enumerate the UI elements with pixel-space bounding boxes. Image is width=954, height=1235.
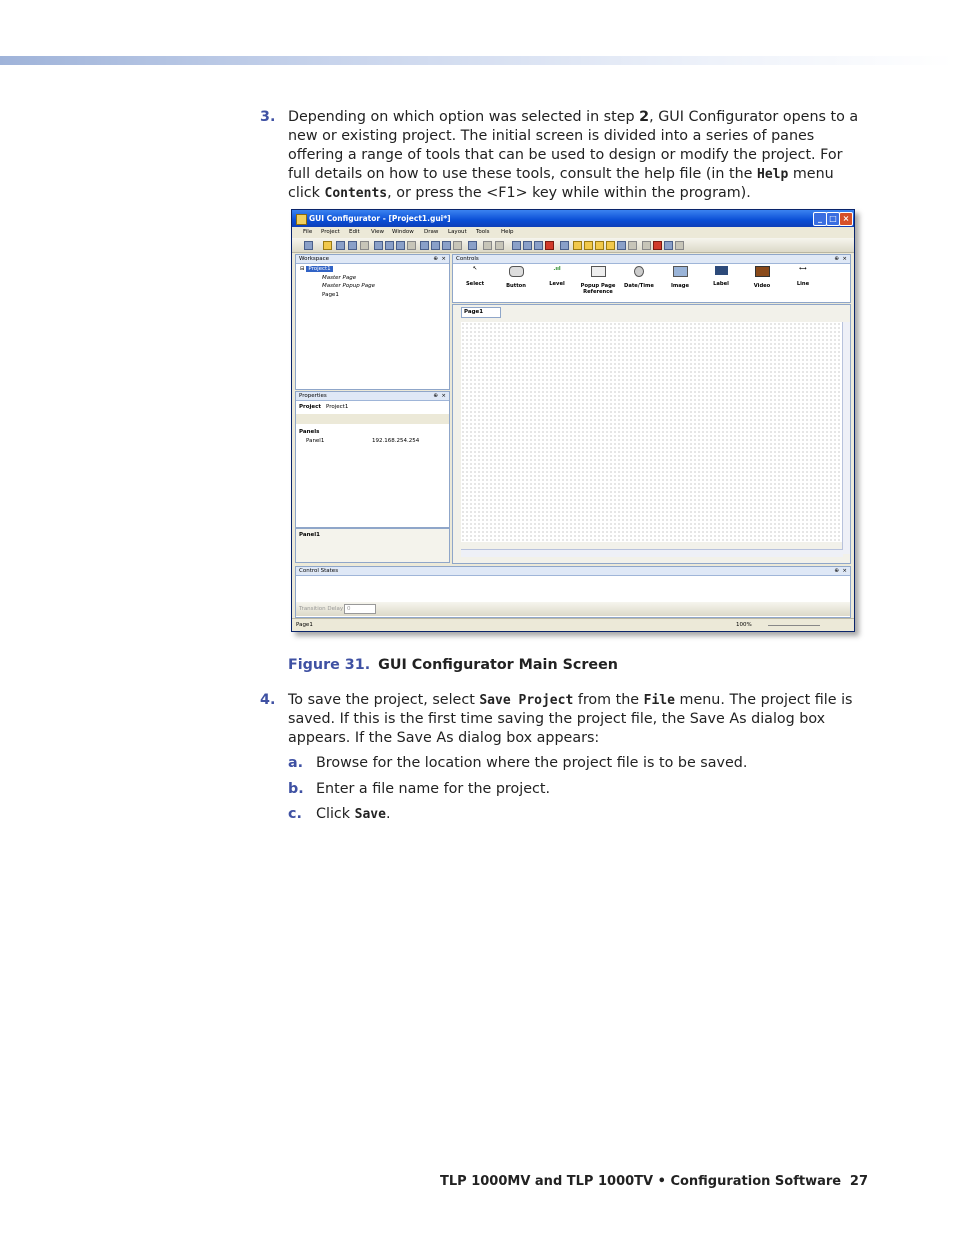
control-select[interactable]: ↖ Select xyxy=(465,266,485,287)
control-popup-page-reference[interactable]: Popup Page Reference xyxy=(578,266,618,295)
tree-root[interactable]: ⊟ Project1 xyxy=(300,266,331,272)
tree-item-master-popup-page[interactable]: Master Popup Page xyxy=(322,283,375,289)
control-line[interactable]: ⟷ Line xyxy=(796,266,810,287)
layout-3-icon[interactable] xyxy=(595,241,604,250)
transition-delay-label: Transition Delay xyxy=(299,606,344,612)
label-icon xyxy=(715,266,728,275)
image-icon xyxy=(673,266,688,277)
line-icon: ⟷ xyxy=(799,266,807,272)
pin-icon[interactable]: ⊕ xyxy=(433,393,438,399)
pdf-icon[interactable] xyxy=(653,241,662,250)
menu-view[interactable]: View xyxy=(371,229,385,235)
menu-project[interactable]: Project xyxy=(321,229,340,235)
menu-bar xyxy=(292,227,854,238)
grid-icon[interactable] xyxy=(420,241,429,250)
gui-configurator-screenshot xyxy=(291,209,855,632)
ungroup-icon[interactable] xyxy=(453,241,462,250)
layout-2-icon[interactable] xyxy=(584,241,593,250)
properties-row-panel1-name[interactable]: Panel1 xyxy=(306,438,325,444)
step-3 xyxy=(260,108,860,203)
group-icon[interactable] xyxy=(442,241,451,250)
tree-item-page1[interactable]: Page1 xyxy=(322,292,339,298)
menu-layout[interactable]: Layout xyxy=(448,229,467,235)
properties-toolbar xyxy=(296,414,449,424)
copy-icon[interactable] xyxy=(523,241,532,250)
align-left-icon[interactable] xyxy=(374,241,383,250)
properties-row-panel1-value[interactable]: 192.168.254.254 xyxy=(372,438,420,444)
step-4 xyxy=(260,691,860,748)
menu-window[interactable]: Window xyxy=(392,229,414,235)
status-bar xyxy=(292,618,854,632)
property-description-box: Panel1 xyxy=(295,528,450,563)
pin-icon[interactable]: ⊕ xyxy=(834,256,839,262)
level-icon: .ııl xyxy=(553,266,561,272)
snap-icon[interactable] xyxy=(431,241,440,250)
cut-icon[interactable] xyxy=(512,241,521,250)
page-canvas[interactable] xyxy=(461,322,843,542)
control-states-toolbar xyxy=(296,602,850,616)
pane-close-icon[interactable]: × xyxy=(842,568,847,574)
figure-label: Figure 31. xyxy=(288,657,371,673)
footer-text: TLP 1000MV and TLP 1000TV • Configuration Software xyxy=(440,1174,842,1189)
align-top-icon[interactable] xyxy=(407,241,416,250)
app-icon xyxy=(296,214,307,225)
new-icon[interactable] xyxy=(304,241,313,250)
window-icon[interactable] xyxy=(642,241,651,250)
tools-icon[interactable] xyxy=(468,241,477,250)
horizontal-scrollbar[interactable] xyxy=(461,549,843,557)
paste-icon[interactable] xyxy=(534,241,543,250)
controls-header: Controls ⊕ × xyxy=(453,255,850,264)
tab-page1[interactable]: Page1 xyxy=(461,307,501,318)
minimize-icon[interactable]: _ xyxy=(813,212,827,226)
menu-help[interactable]: Help xyxy=(501,229,514,235)
layout-1-icon[interactable] xyxy=(573,241,582,250)
control-label[interactable]: Label xyxy=(701,266,741,287)
workspace-pane xyxy=(295,254,450,390)
properties-object-label: Project xyxy=(299,404,322,410)
video-icon xyxy=(755,266,770,277)
help-menu-ref: Help xyxy=(757,167,789,182)
layout-5-icon[interactable] xyxy=(617,241,626,250)
substep-c: c. Click Save. xyxy=(288,806,391,822)
delete-icon[interactable] xyxy=(545,241,554,250)
step-number: 3. xyxy=(260,109,276,125)
pin-icon[interactable]: ⊕ xyxy=(834,568,839,574)
control-states-header: Control States ⊕ × xyxy=(296,567,850,576)
upload-icon[interactable] xyxy=(664,241,673,250)
window-titlebar xyxy=(292,210,854,227)
menu-edit[interactable]: Edit xyxy=(349,229,360,235)
pointer-icon: ↖ xyxy=(472,266,478,272)
status-page: Page1 xyxy=(296,622,313,628)
properties-row-panels[interactable]: Panels xyxy=(299,429,320,435)
undo-icon[interactable] xyxy=(483,241,492,250)
menu-file[interactable]: File xyxy=(303,229,313,235)
button-icon xyxy=(509,266,524,277)
file-menu-ref: File xyxy=(643,693,675,708)
control-level[interactable]: .ııl Level xyxy=(549,266,565,287)
clock-icon xyxy=(634,266,644,277)
toolbar xyxy=(292,238,854,253)
pane-close-icon[interactable]: × xyxy=(441,256,446,262)
layout-6-icon[interactable] xyxy=(628,241,637,250)
properties-header: Properties ⊕ × xyxy=(296,392,449,401)
popup-icon xyxy=(591,266,606,277)
vertical-scrollbar[interactable] xyxy=(842,322,850,554)
panel-icon[interactable] xyxy=(560,241,569,250)
step-text: Depending on which option was selected in step 2, GUI Configurator opens to a new or existing project. The initial screen is divided into a series of panes offering a range of tools that can be used to design or modify the project. For full details on how to use these tools, consult the help file (in the Help menu click Contents, or press the <F1> key while within the program). xyxy=(288,109,859,201)
control-states-pane xyxy=(295,566,851,618)
workspace-header: Workspace ⊕ × xyxy=(296,255,449,264)
substep-b: b. Enter a file name for the project. xyxy=(288,781,551,797)
print-icon[interactable] xyxy=(348,241,357,250)
save-icon[interactable] xyxy=(336,241,345,250)
save-command-ref: Save xyxy=(354,807,386,822)
screen-icon[interactable] xyxy=(675,241,684,250)
open-icon[interactable] xyxy=(323,241,332,250)
status-zoom: 100% xyxy=(736,622,752,628)
window-title: GUI Configurator - [Project1.gui*] xyxy=(309,214,451,223)
align-center-icon[interactable] xyxy=(385,241,394,250)
close-icon[interactable]: × xyxy=(839,212,853,226)
control-button[interactable]: Button xyxy=(496,266,536,289)
pin-icon[interactable]: ⊕ xyxy=(433,256,438,262)
page-number: 27 xyxy=(849,1174,868,1189)
layout-4-icon[interactable] xyxy=(606,241,615,250)
figure-caption xyxy=(288,657,618,673)
transition-delay-input[interactable]: 0 xyxy=(344,604,376,614)
step-number: 4. xyxy=(260,692,276,708)
controls-pane xyxy=(452,254,851,303)
control-image[interactable]: Image xyxy=(660,266,700,289)
properties-pane xyxy=(295,391,450,528)
align-right-icon[interactable] xyxy=(396,241,405,250)
control-date-time[interactable]: Date/Time xyxy=(619,266,659,289)
zoom-slider[interactable] xyxy=(768,625,820,626)
maximize-icon[interactable]: □ xyxy=(826,212,840,226)
menu-draw[interactable]: Draw xyxy=(424,229,439,235)
pane-close-icon[interactable]: × xyxy=(842,256,847,262)
redo-icon[interactable] xyxy=(495,241,504,250)
page-footer xyxy=(440,1174,870,1189)
step-text: To save the project, select Save Project from the File menu. The project file is saved. If this is the first time saving the project file, the Save As dialog box appears. If the Save As dialog box appears: xyxy=(288,692,853,746)
contents-menu-ref: Contents xyxy=(324,186,388,201)
control-video[interactable]: Video xyxy=(742,266,782,289)
tree-item-master-page[interactable]: Master Page xyxy=(322,275,357,281)
figure-title: GUI Configurator Main Screen xyxy=(378,657,618,673)
document-area xyxy=(452,304,851,564)
menu-tools[interactable]: Tools xyxy=(476,229,490,235)
properties-object-value[interactable]: Project1 xyxy=(326,404,349,410)
save-project-ref: Save Project xyxy=(479,693,574,708)
header-gradient-bar xyxy=(0,56,954,65)
preview-icon[interactable] xyxy=(360,241,369,250)
pane-close-icon[interactable]: × xyxy=(441,393,446,399)
substep-a: a. Browse for the location where the project file is to be saved. xyxy=(288,755,748,771)
